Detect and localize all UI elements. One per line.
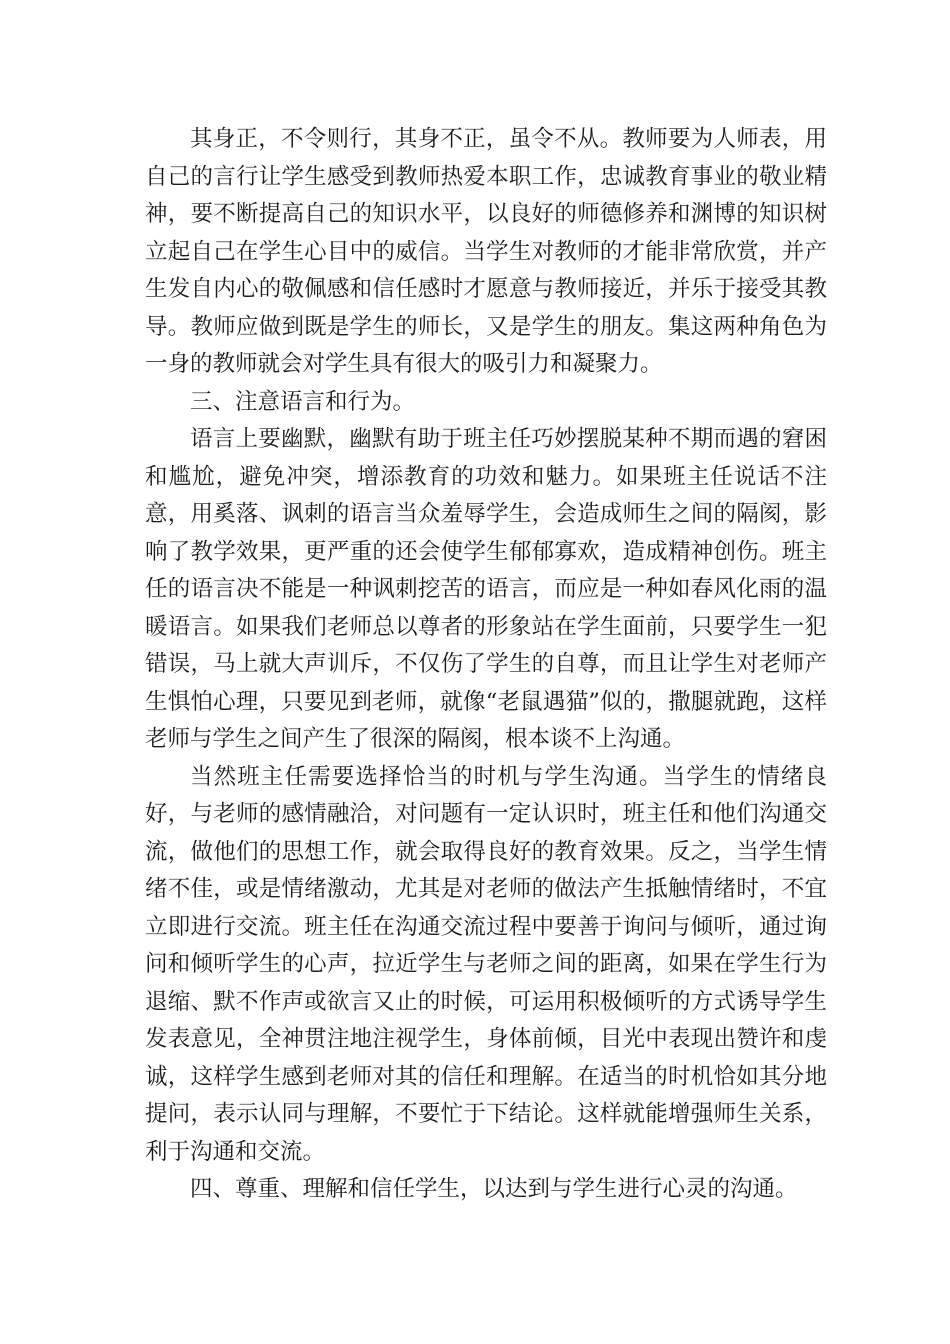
section-heading-3: 三、注意语言和行为。	[190, 388, 416, 415]
paragraph-role-model: 其身正，不令则行，其身不正，虽令不从。教师要为人师表，用自己的言行让学生感受到教师热爱本职工作，忠诚教育事业的敬业精神，要不断提高自己的知识水平，以良好的师德修养和渊博的知识树立起自己在学生心目中的威信。当学生对教师的才能非常欣赏，并产生发自内心的敬佩感和信任感时才愿意与教师接近，并乐于接受其教导。教师应做到既是学生的师长，又是学生的朋友。集这两种角色为一身的教师就会对学生具有很大的吸引力和凝聚力。	[145, 126, 827, 377]
paragraph-humor-language: 语言上要幽默，幽默有助于班主任巧妙摆脱某种不期而遇的窘困和尴尬，避免冲突，增添教育的功效和魅力。如果班主任说话不注意，用奚落、讽刺的语言当众羞辱学生，会造成师生之间的隔阂，影响了教学效果，更严重的还会使学生郁郁寡欢，造成精神创伤。班主任的语言决不能是一种讽刺挖苦的语言，而应是一种如春风化雨的温暖语言。如果我们老师总以尊者的形象站在学生面前，只要学生一犯错误，马上就大声训斥，不仅伤了学生的自尊，而且让学生对老师产生惧怕心理，只要见到老师，就像“老鼠遇猫”似的，撒腿就跑，这样老师与学生之间产生了很深的隔阂，根本谈不上沟通。	[145, 426, 827, 752]
section-heading-4: 四、尊重、理解和信任学生，以达到与学生进行心灵的沟通。	[190, 1176, 798, 1202]
document-body	[145, 121, 827, 1209]
paragraph-timing-communication: 当然班主任需要选择恰当的时机与学生沟通。当学生的情绪良好，与老师的感情融洽，对问题有一定认识时，班主任和他们沟通交流，做他们的思想工作，就会取得良好的教育效果。反之，当学生情绪不佳，或是情绪激动，尤其是对老师的做法产生抵触情绪时，不宜立即进行交流。班主任在沟通交流过程中要善于询问与倾听，通过询问和倾听学生的心声，拉近学生与老师之间的距离，如果在学生行为退缩、默不作声或欲言又止的时候，可运用积极倾听的方式诱导学生发表意见，全神贯注地注视学生，身体前倾，目光中表现出赞许和虔诚，这样学生感到老师对其的信任和理解。在适当的时机恰如其分地提问，表示认同与理解，不要忙于下结论。这样就能增强师生关系，利于沟通和交流。	[145, 763, 827, 1165]
